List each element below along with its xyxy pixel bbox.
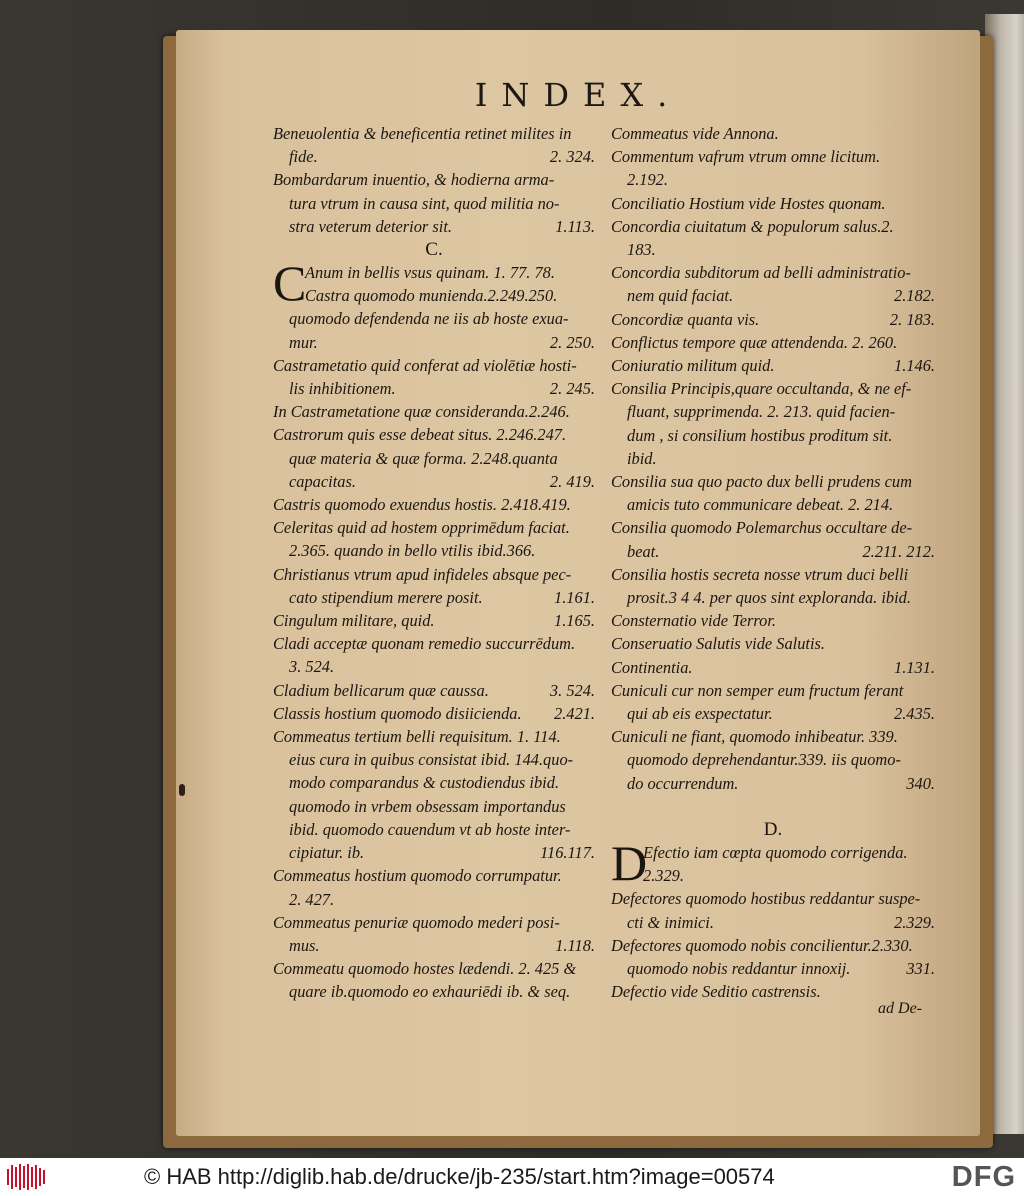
index-entry xyxy=(273,493,595,516)
copyright-url[interactable]: © HAB http://diglib.hab.de/drucke/jb-235/start.htm?image=00574 xyxy=(144,1164,775,1189)
entry-line: 3. 524. xyxy=(289,657,335,677)
index-entry xyxy=(273,423,595,493)
entry-line: Consilia sua quo pacto dux belli prudens cum xyxy=(611,472,912,492)
entry-line: Anum in bellis vsus quinam. 1. 77. 78. xyxy=(305,263,555,283)
entry-line: 331. quomodo nobis reddantur innoxij. xyxy=(611,957,935,980)
entry-line: 2.192. xyxy=(627,170,668,190)
index-entry xyxy=(273,168,595,238)
index-entry xyxy=(611,609,935,632)
page-reference: 3. 524. xyxy=(549,680,595,700)
catchword: ad De- xyxy=(878,1000,922,1017)
section-letter: C. xyxy=(425,239,443,261)
index-entry xyxy=(273,516,595,562)
entry-line: prosit.3 4 4. per quos sint exploranda. ibid. xyxy=(627,588,911,608)
index-entry xyxy=(611,354,935,377)
entry-line: Defectores quomodo nobis concilientur.2.330. xyxy=(611,935,913,955)
entry-line: 2. 419. capacitas. xyxy=(273,470,595,493)
entry-line: 1.165. Cingulum militare, quid. xyxy=(273,609,595,632)
page-reference: 116.117. xyxy=(540,843,595,863)
entry-line: Consilia quomodo Polemarchus occultare de- xyxy=(611,518,913,538)
index-entry xyxy=(611,192,935,215)
page-reference: 2.329. xyxy=(894,912,935,932)
entry-line: 1.113. stra veterum deterior sit. xyxy=(273,215,595,238)
entry-line: 2.435. qui ab eis exspectatur. xyxy=(611,702,935,725)
entry-line: Castrametatio quid conferat ad violētiæ hosti- xyxy=(273,355,577,375)
page-reference: 2. 250. xyxy=(549,332,595,352)
page-reference: 2. 245. xyxy=(549,379,595,399)
entry-line: Castrorum quis esse debeat situs. 2.246.247. xyxy=(273,425,567,445)
entry-line: Conciliatio Hostium vide Hostes quonam. xyxy=(611,193,886,213)
index-entry xyxy=(611,934,935,980)
page-reference: 1.118. xyxy=(555,935,595,955)
page-reference: 1.161. xyxy=(554,587,595,607)
entry-line: Cladi acceptæ quonam remedio succurrēdum. xyxy=(273,634,576,654)
entry-line: 3. 524. Cladium bellicarum quæ caussa. xyxy=(273,679,595,702)
page-reference: 2.435. xyxy=(894,704,935,724)
entry-line: Commeatus hostium quomodo corrumpatur. xyxy=(273,866,562,886)
entry-line: Bombardarum inuentio, & hodierna arma- xyxy=(273,170,555,190)
hab-logo-icon xyxy=(6,1163,48,1191)
entry-line: 2. 250. mur. xyxy=(273,331,595,354)
index-entry xyxy=(273,122,595,168)
index-entry xyxy=(611,261,935,307)
index-column-right xyxy=(611,122,935,1003)
index-entry xyxy=(273,725,595,864)
page-reference: 2. 183. xyxy=(889,309,935,329)
index-entry xyxy=(273,400,595,423)
entry-line: Efectio iam cœpta quomodo corrigenda. xyxy=(643,842,908,862)
drop-capital: C xyxy=(273,255,307,312)
entry-line: quomodo in vrbem obsessam importandus xyxy=(289,796,566,816)
index-entry xyxy=(611,308,935,331)
entry-line: 1.146. Coniuratio militum quid. xyxy=(611,354,935,377)
dfg-logo: DFG xyxy=(951,1161,1016,1193)
index-entry xyxy=(611,563,935,609)
page-reference: 1.146. xyxy=(894,356,935,376)
entry-line: eius cura in quibus consistat ibid. 144.quo- xyxy=(289,750,574,770)
entry-line: 2.365. quando in bello vtilis ibid.366. xyxy=(289,541,536,561)
index-entry xyxy=(273,702,595,725)
index-entry xyxy=(611,145,935,191)
entry-line: 2. 324. fide. xyxy=(273,145,595,168)
entry-line: Defectores quomodo hostibus reddantur suspe- xyxy=(611,889,921,909)
index-entry xyxy=(611,215,935,261)
entry-line: 1.118. mus. xyxy=(273,934,595,957)
entry-line: ibid. quomodo cauendum vt ab hoste inter- xyxy=(289,819,571,839)
entry-line: Conflictus tempore quæ attendenda. 2. 260. xyxy=(611,332,898,352)
entry-line: Commeatus tertium belli requisitum. 1. 114. xyxy=(273,727,561,747)
entry-line: quare ib.quomodo eo exhauriēdi ib. & seq. xyxy=(289,982,571,1002)
index-entry xyxy=(611,656,935,679)
index-entry xyxy=(611,516,935,562)
index-entry xyxy=(611,887,935,933)
entry-line: Consilia hostis secreta nosse vtrum duci belli xyxy=(611,564,909,584)
index-entry xyxy=(611,470,935,516)
index-entry xyxy=(611,679,935,725)
entry-line: modo comparandus & custodiendus ibid. xyxy=(289,773,559,793)
entry-line: quæ materia & quæ forma. 2.248.quanta xyxy=(289,448,558,468)
index-entry xyxy=(611,331,935,354)
entry-line: quomodo deprehendantur.339. iis quomo- xyxy=(627,750,901,770)
entry-line: Defectio vide Seditio castrensis. xyxy=(611,982,821,1002)
page-reference: 2. 324. xyxy=(549,147,595,167)
index-entry xyxy=(273,632,595,678)
page-reference: 1.131. xyxy=(894,657,935,677)
entry-line: Consilia Principis,quare occultanda, & ne ef- xyxy=(611,379,912,399)
page-reference: 340. xyxy=(906,773,935,793)
index-entry xyxy=(273,563,595,609)
entry-line: 2.421. Classis hostium quomodo disiicienda. xyxy=(273,702,595,725)
entry-line: 183. xyxy=(627,240,656,260)
entry-line: 2. 183. Concordiæ quanta vis. xyxy=(611,308,935,331)
page-header: INDEX. xyxy=(474,76,682,114)
index-entry xyxy=(611,834,935,891)
index-entry xyxy=(611,122,935,145)
entry-line: Conseruatio Salutis vide Salutis. xyxy=(611,634,825,654)
entry-line: Beneuolentia & beneficentia retinet milites in xyxy=(273,124,572,143)
entry-line: fluant, supprimenda. 2. 213. quid facien- xyxy=(627,402,896,422)
entry-line: Concordia ciuitatum & populorum salus.2. xyxy=(611,216,894,236)
entry-line: amicis tuto communicare debeat. 2. 214. xyxy=(627,495,894,515)
entry-line: 2. 245. lis inhibitionem. xyxy=(273,377,595,400)
entry-line: Consternatio vide Terror. xyxy=(611,611,776,631)
entry-line: 2. 427. xyxy=(289,889,335,909)
footer-bar xyxy=(0,1158,1024,1196)
spacer xyxy=(611,795,935,818)
index-entry xyxy=(611,632,935,655)
entry-line: quomodo defendenda ne iis ab hoste exua- xyxy=(289,309,569,329)
book-page xyxy=(176,30,980,1136)
index-entry xyxy=(273,911,595,957)
entry-line: Castris quomodo exuendus hostis. 2.418.419. xyxy=(273,495,571,515)
entry-line: 2.182. nem quid faciat. xyxy=(611,284,935,307)
page-reference: 2.182. xyxy=(894,286,935,306)
index-entry xyxy=(273,609,595,632)
index-entry xyxy=(273,679,595,702)
entry-line: Commeatus vide Annona. xyxy=(611,124,779,143)
entry-line: 340. do occurrendum. xyxy=(611,772,935,795)
page-reference: 2. 419. xyxy=(549,471,595,491)
entry-line: Commeatus penuriæ quomodo mederi posi- xyxy=(273,912,560,932)
entry-line: tura vtrum in causa sint, quod militia no- xyxy=(289,193,560,213)
entry-line: Christianus vtrum apud infideles absque pec- xyxy=(273,564,572,584)
entry-line: Concordia subditorum ad belli administratio- xyxy=(611,263,911,283)
entry-line: 2.211. 212. beat. xyxy=(611,540,935,563)
index-entry xyxy=(611,377,935,470)
index-entry xyxy=(611,725,935,795)
entry-line: Castra quomodo munienda.2.249.250. xyxy=(305,286,558,306)
page-reference: 331. xyxy=(906,958,935,978)
index-column-left xyxy=(273,122,595,1004)
entry-line: Cuniculi ne fiant, quomodo inhibeatur. 339. xyxy=(611,727,898,747)
drop-capital: D xyxy=(611,834,648,891)
section-letter: D. xyxy=(763,818,783,840)
entry-line: ibid. xyxy=(627,448,657,468)
entry-line: Commentum vafrum vtrum omne licitum. xyxy=(611,147,881,167)
entry-line: 2.329. xyxy=(643,866,684,886)
entry-line: 1.131. Continentia. xyxy=(611,656,935,679)
margin-mark xyxy=(179,784,185,796)
entry-line: 1.161. cato stipendium merere posit. xyxy=(273,586,595,609)
page-reference: 2.211. 212. xyxy=(862,541,935,561)
entry-line: Commeatu quomodo hostes lædendi. 2. 425 & xyxy=(273,959,577,979)
entry-line: Cuniculi cur non semper eum fructum ferant xyxy=(611,680,904,700)
entry-line: Celeritas quid ad hostem opprimēdum faciat. xyxy=(273,518,570,538)
page-reference: 2.421. xyxy=(554,703,595,723)
index-entry xyxy=(273,957,595,1003)
entry-line: In Castrametatione quæ consideranda.2.246. xyxy=(273,402,570,422)
entry-line: 116.117. cipiatur. ib. xyxy=(273,841,595,864)
index-entry xyxy=(273,354,595,400)
entry-line: 2.329. cti & inimici. xyxy=(611,911,935,934)
entry-line: dum , si consilium hostibus proditum sit. xyxy=(627,425,893,445)
index-entry xyxy=(273,864,595,910)
page-reference: 1.165. xyxy=(554,611,595,631)
index-entry xyxy=(273,255,595,354)
page-reference: 1.113. xyxy=(555,216,595,236)
